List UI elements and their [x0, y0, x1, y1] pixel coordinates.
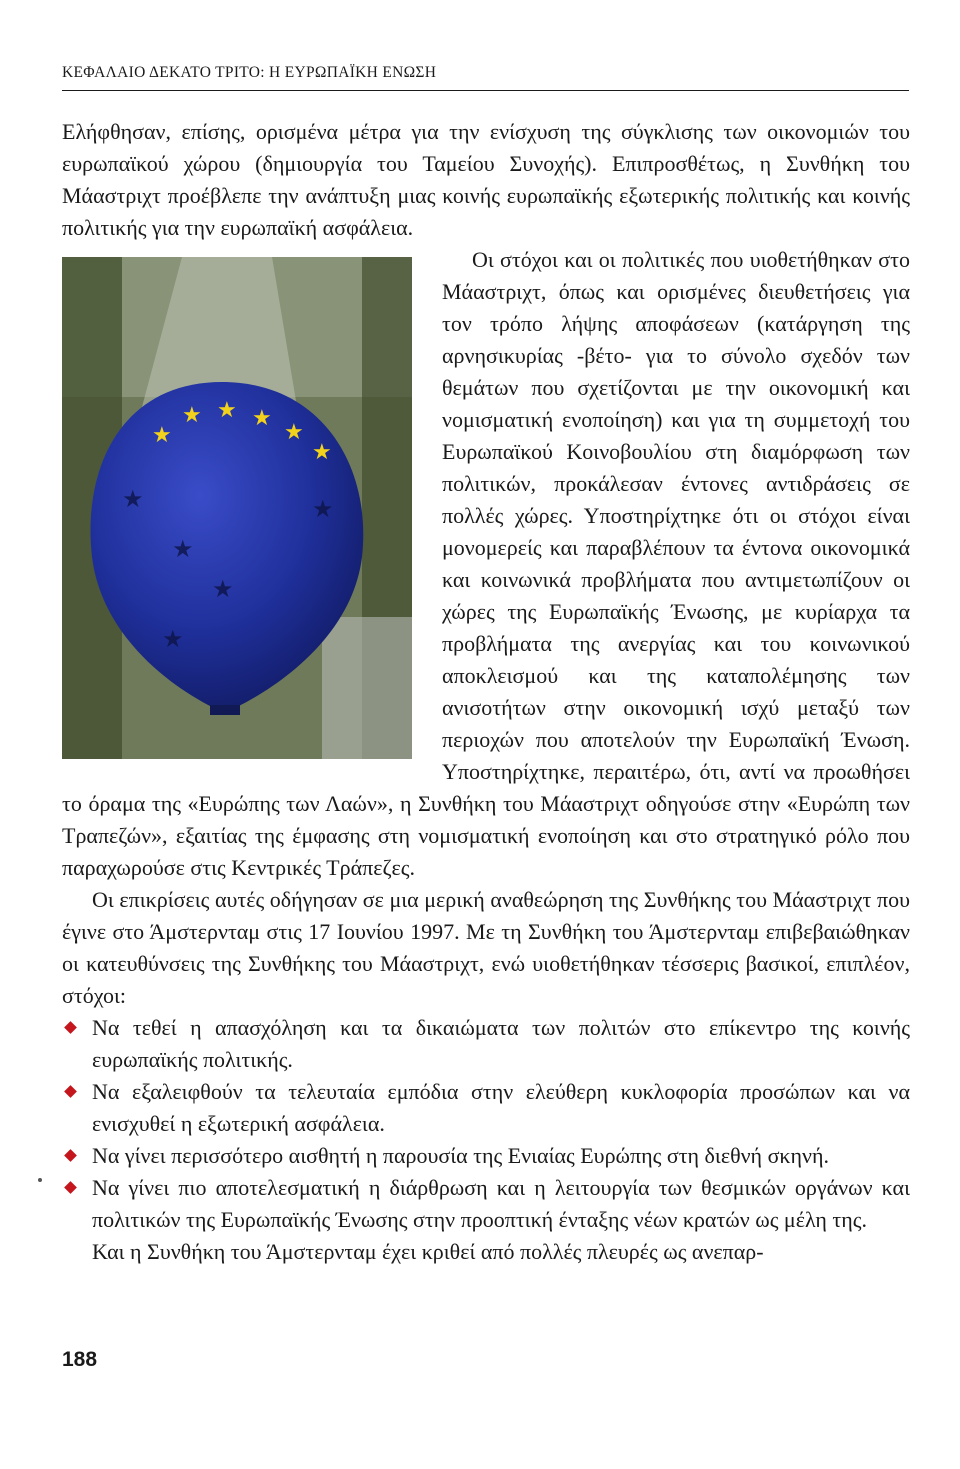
eu-balloon-photo	[62, 257, 412, 759]
svg-text:★: ★	[162, 625, 184, 653]
svg-text:★: ★	[217, 398, 237, 423]
running-head: ΚΕΦΑΛΑΙΟ ΔΕΚΑΤΟ ΤΡΙΤΟ: Η ΕΥΡΩΠΑΪΚΗ ΕΝΩΣΗ	[62, 64, 437, 81]
goals-list	[62, 1012, 910, 1236]
svg-text:★: ★	[312, 495, 334, 523]
svg-text:★: ★	[312, 440, 332, 465]
paragraph-2: Οι στόχοι και οι πολιτικές που υιοθετήθηκαν στο Μάαστριχτ, όπως και ορισμένες διευθετήσεις για τον τρόπο λήψης αποφάσεων (κατάργηση της αρνησικυρίας -βέτο- για το σύνολο σχεδόν των θεμάτων που σχετίζονται με την οικονομική και νομισματική ενοποίηση) και για τη συμμετοχή του Ευρωπαϊκού Κοινοβουλίου στη διαμόρφωση των πολιτικών, προκάλεσαν έντονες αντιδράσεις σε πολλές χώρες. Υποστηρίχτηκε ότι οι στόχοι είναι μονομερείς και παραβλέπουν τα έντονα οικονομικά και κοινωνικά προβλήματα που αντιμετωπίζουν οι χώρες της Ευρωπαϊκής Ένωσης, με κυρίαρχα τα προβλήματα της ανεργίας και του κοινωνικού αποκλεισμού και της καταπολέμησης των ανισοτήτων στην οικονομική ισχύ μεταξύ των περιοχών που αποτελούν την Ευρωπαϊκή Ένωση. Υποστηρίχτηκε, περαιτέρω, ότι, αντί να προωθήσει το όραμα της «Ευρώπης των Λαών», η Συνθήκη του Μάαστριχτ οδηγούσε στην «Ευρώπη των Τραπεζών», εξαιτίας της έμφασης στη νομισματική ενοποίηση και στο στρατηγικό ρόλο που παραχωρούσε στις Κεντρικές Τράπεζες.	[62, 247, 910, 880]
diamond-bullet-icon	[64, 1085, 77, 1098]
diamond-bullet-icon	[64, 1181, 77, 1194]
diamond-bullet-icon	[64, 1149, 77, 1162]
header-rule	[62, 90, 909, 91]
svg-text:★: ★	[252, 406, 272, 431]
svg-text:★: ★	[152, 423, 172, 448]
main-text	[62, 116, 910, 1268]
svg-text:★: ★	[122, 485, 144, 513]
svg-text:★: ★	[182, 403, 202, 428]
print-speck	[38, 1178, 42, 1182]
list-item: Να εξαλειφθούν τα τελευταία εμπόδια στην ελεύθερη κυκλοφορία προσώπων και να ενισχυθεί η εξωτερική ασφάλεια.	[62, 1076, 910, 1140]
svg-text:★: ★	[212, 575, 234, 603]
paragraph-4: Και η Συνθήκη του Άμστερνταμ έχει κριθεί από πολλές πλευρές ως ανεπαρ-	[92, 1239, 764, 1264]
diamond-bullet-icon	[64, 1021, 77, 1034]
balloon-illustration	[62, 257, 412, 759]
svg-text:★: ★	[172, 535, 194, 563]
svg-text:★: ★	[284, 420, 304, 445]
list-item: Να γίνει περισσότερο αισθητή η παρουσία της Ενιαίας Ευρώπης στη διεθνή σκηνή.	[62, 1140, 910, 1172]
page-number: 188	[62, 1348, 98, 1371]
list-item: Να γίνει πιο αποτελεσματική η διάρθρωση και η λειτουργία των θεσμικών οργάνων και πολιτικών της Ευρωπαϊκής Ένωσης στην προοπτική ένταξης νέων κρατών ως μέλη της.	[62, 1172, 910, 1236]
paragraph-3: Οι επικρίσεις αυτές οδήγησαν σε μια μερική αναθεώρηση της Συνθήκης του Μάαστριχτ που έγινε στο Άμστερνταμ στις 17 Ιουνίου 1997. Με τη Συνθήκη του Άμστερνταμ επιβεβαιώθηκαν οι κατευθύνσεις της Συνθήκης του Μάαστριχτ, ενώ υιοθετήθηκαν τέσσερις βασικοί, επιπλέον, στόχοι:	[62, 887, 910, 1008]
list-item: Να τεθεί η απασχόληση και τα δικαιώματα των πολιτών στο επίκεντρο της κοινής ευρωπαϊκής πολιτικής.	[62, 1012, 910, 1076]
paragraph-1: Ελήφθησαν, επίσης, ορισμένα μέτρα για την ενίσχυση της σύγκλισης των οικονομιών του ευρωπαϊκού χώρου (δημιουργία του Ταμείου Συνοχής). Επιπροσθέτως, η Συνθήκη του Μάαστριχτ προέβλεπε την ανάπτυξη μιας κοινής ευρωπαϊκής εξωτερικής πολιτικής και κοινής πολιτικής για την ευρωπαϊκή ασφάλεια.	[62, 119, 910, 240]
